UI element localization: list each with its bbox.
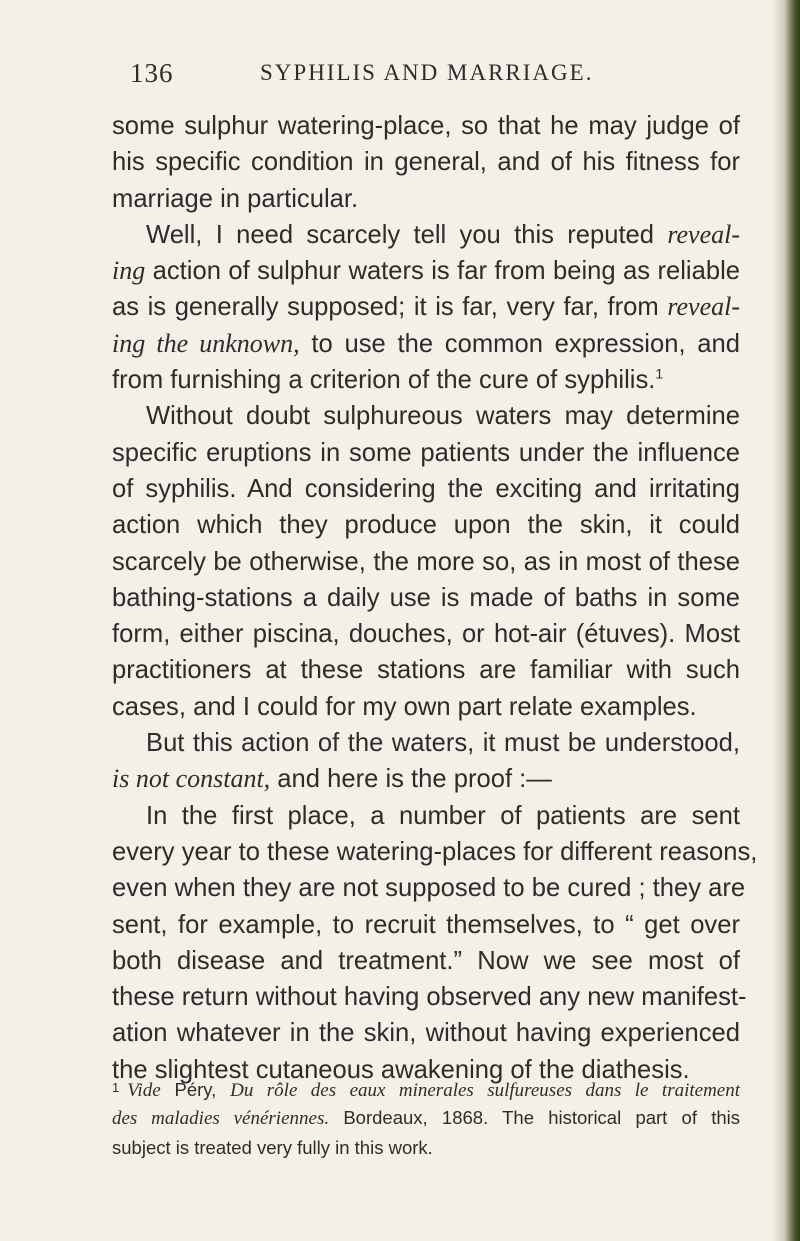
text-line: ing the unknown, to use the common expression, and [112,328,740,358]
footnote-line: des maladies vénériennes. Bordeaux, 1868. The historical part of this [112,1107,741,1129]
text-line: both disease and treatment.” Now we see most of [112,946,740,975]
italic-text: reveal- [667,292,740,322]
text-line: cases, and I could for my own part relate examples. [112,692,697,721]
text-line: these return without having observed any new manifest- [112,983,747,1012]
footnote-line: subject is treated very fully in this work. [112,1137,433,1158]
text-line: some sulphur watering-place, so that he may judge of [112,112,740,140]
footnote-reference: 1 [655,365,664,382]
text-line: from furnishing a criterion of the cure of syphilis.$^1$ [112,365,664,395]
text-line: ation whatever in the skin, without having experienced [112,1019,740,1048]
footnote-mark: 1 [112,1080,120,1095]
italic-text: ing the unknown, [112,328,300,358]
text-line: In the first place, a number of patients are sent [146,801,740,830]
text-line: the slightest cutaneous awakening of the diathesis. [112,1055,690,1084]
text-line: as is generally supposed; it is far, very far, from reveal- [112,292,740,322]
text-line: Without doubt sulphureous waters may determine [146,402,740,431]
text-line: is not constant, and here is the proof :— [112,764,552,794]
text-line: marriage in particular. [112,184,359,213]
italic-text: is not constant, [112,764,271,794]
body-text [112,108,758,1088]
text-line: But this action of the waters, it must be understood, [146,729,740,758]
page-number: 136 [130,58,174,88]
text-line: action which they produce upon the skin, it could [112,511,740,540]
footnote-line: $^1$ Vide Péry, Du rôle des eaux minerales sulfureuses dans le traitement [112,1079,741,1101]
footnote [112,1073,740,1163]
running-head: SYPHILIS AND MARRIAGE. [260,60,594,85]
text-line: practitioners at these stations are familiar with such [112,656,740,685]
text-line: form, either piscina, douches, or hot-air (étuves). Most [112,620,740,649]
text-line: every year to these watering-places for different reasons, [112,837,758,866]
text-line: even when they are not supposed to be cured ; they are [112,874,746,903]
text-line: ing action of sulphur waters is far from being as reliable [112,256,740,286]
text-line: scarcely be otherwise, the more so, as in most of these [112,547,740,576]
page-edge-shadow [772,0,800,1241]
text-line: bathing-stations a daily use is made of baths in some [112,583,740,612]
text-line: his specific condition in general, and of his fitness for [112,148,740,177]
italic-text: ing [112,256,146,286]
text-line: specific eruptions in some patients under the influence [112,438,740,467]
text-line: of syphilis. And considering the exciting and irritating [112,474,740,503]
text-line: Well, I need scarcely tell you this reputed reveal- [146,219,740,249]
italic-text: reveal- [667,219,740,249]
text-line: sent, for example, to recruit themselves, to “ get over [112,910,740,939]
